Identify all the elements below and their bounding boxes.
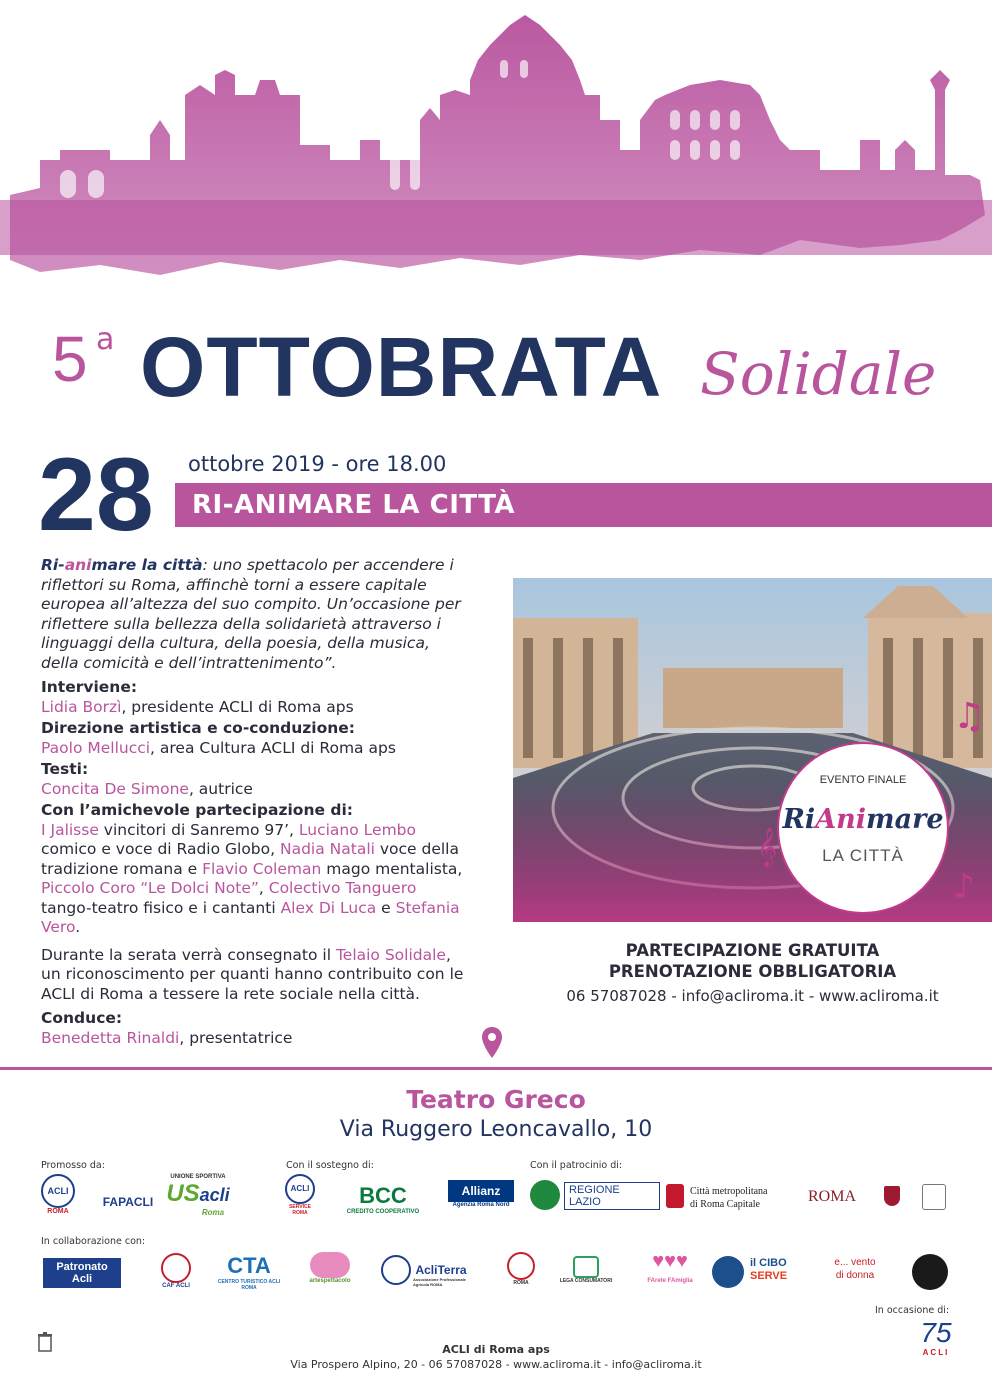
rome-skyline-illustration (0, 0, 992, 290)
acli-service-logo-text: ACLI (285, 1174, 315, 1204)
acli-service-logo-sub: SERVICE ROMA (289, 1204, 311, 1216)
badge-mare: mare (866, 804, 944, 835)
citta-metropolitana-crest-icon (666, 1184, 684, 1208)
allianz-logo-sub: Agenzia Roma Nord (452, 1202, 510, 1208)
roma-crest-icon (884, 1186, 900, 1206)
acliterra-sub: Associazione Professionale Agricola ROMA (413, 1277, 466, 1287)
cibo-globe-icon (712, 1256, 744, 1288)
interviene-label: Interviene: (41, 678, 138, 696)
promosso-label: Promosso da: (41, 1160, 105, 1171)
participation-info (513, 940, 992, 982)
patronato-acli-logo (43, 1258, 121, 1288)
regione-text: REGIONE (569, 1184, 620, 1196)
artespettacolo-logo (302, 1252, 358, 1284)
guest-desc: vincitori di Sanremo 97’, (98, 820, 299, 839)
caf-acli-text: CAF ACLI (162, 1283, 190, 1289)
badge-bottom: LA CITTÀ (822, 846, 904, 865)
allianz-logo-text: Allianz (448, 1180, 514, 1202)
telaio-solidale-name: Telaio Solidale (335, 945, 446, 964)
acli-roma-logo-text: ACLI (41, 1174, 75, 1208)
acli-75-text: ACLI (922, 1348, 950, 1357)
allianz-logo (448, 1180, 514, 1208)
sostegno-label: Con il sostegno di: (286, 1160, 374, 1171)
conduce-label: Conduce: (41, 1009, 123, 1027)
bcc-logo-text: BCC (359, 1183, 407, 1208)
acli-roma-logo-sub: ROMA (47, 1208, 69, 1215)
acli-colf-text: ROMA (513, 1280, 529, 1286)
fap-acli-logo: FAPACLI (102, 1195, 154, 1209)
acli-service-logo (284, 1174, 316, 1216)
us-acli-acli: acli (199, 1185, 230, 1205)
guest-desc: mago mentalista, (321, 859, 463, 878)
evento-line2: di donna (835, 1270, 875, 1281)
cibo-line1: il CIBO (750, 1257, 787, 1269)
badge-top: EVENTO FINALE (819, 774, 907, 786)
intro-lead-ri: Ri- (41, 556, 65, 574)
edition-superscript: a (96, 322, 115, 357)
citta-metropolitana-logo (690, 1185, 790, 1211)
citta-line1: Città metropolitana (690, 1186, 768, 1197)
interviene-role: , presidente ACLI di Roma aps (121, 697, 354, 716)
evento-di-donna-logo (808, 1256, 902, 1282)
music-note-icon: ♫ (953, 696, 986, 737)
event-title-script: Solidale (700, 340, 937, 408)
interviene-name: Lidia Borzì (41, 697, 122, 716)
guest-name: Nadia Natali (279, 840, 375, 858)
artespettacolo-text: artespettacolo (309, 1278, 351, 1284)
us-acli-roma: Roma (201, 1208, 225, 1217)
guest-desc: tango-teatro fisico e i cantanti (41, 898, 281, 917)
acliterra-logo (381, 1255, 481, 1287)
evento-line1: e... vento (834, 1257, 876, 1268)
venue-address: Via Ruggero Leoncavallo, 10 (339, 1117, 653, 1142)
contact-line: 06 57087028 - info@acliroma.it - www.acliroma.it (566, 987, 939, 1005)
footer-org: ACLI di Roma aps (442, 1343, 550, 1356)
booking-required: PRENOTAZIONE OBBLIGATORIA (608, 962, 897, 981)
location-pin-icon (481, 1026, 503, 1060)
guest-desc: , (258, 879, 269, 897)
caf-acli-logo (156, 1253, 196, 1289)
regione-lazio-logo (564, 1182, 660, 1210)
farete-famiglia-logo (642, 1250, 698, 1284)
farete-text: FArete FAmiglia (647, 1278, 693, 1284)
testi-label: Testi: (41, 760, 89, 778)
acli-roma-logo (38, 1174, 78, 1215)
guest-desc: e (376, 898, 396, 917)
cta-logo (214, 1253, 284, 1291)
guest-name: Luciano Lembo (298, 820, 416, 839)
partecipazione-label: Con l’amichevole partecipazione di: (41, 801, 353, 819)
intro-paragraph (41, 556, 461, 673)
us-acli-top: UNIONE SPORTIVA (170, 1174, 226, 1180)
cta-sub: CENTRO TURISTICO ACLI ROMA (217, 1279, 281, 1291)
bcc-logo (338, 1183, 428, 1215)
roma-capitale-logo: ROMA (807, 1188, 856, 1205)
acli-75-number: 75 (920, 1317, 952, 1348)
intro-lead-mare: mare (91, 556, 137, 574)
event-date-time: ottobre 2019 - ore 18.00 (188, 452, 447, 476)
venue-divider (0, 1067, 992, 1070)
guest-name: Alex Di Luca (280, 898, 377, 917)
lega-consumatori-logo (556, 1256, 616, 1284)
intro-lead-ani: ani (64, 556, 92, 574)
citta-line2: di Roma Capitale (690, 1199, 760, 1210)
occasione-label: In occasione di: (875, 1305, 950, 1316)
acliterra-text: AcliTerra (415, 1263, 467, 1277)
footer (0, 1342, 992, 1372)
direzione-name: Paolo Mellucci (41, 738, 151, 757)
direzione-role: , area Cultura ACLI di Roma aps (150, 738, 396, 757)
acli-colf-logo (506, 1252, 536, 1286)
lega-text: LEGA CONSUMATORI (559, 1278, 613, 1284)
cibo-line2: SERVE (750, 1270, 788, 1282)
family-icon: ♥♥♥ (652, 1250, 688, 1272)
patronato-line1: Patronato (56, 1261, 108, 1273)
event-title: OTTOBRATA (140, 320, 663, 414)
collaborazione-label: In collaborazione con: (41, 1236, 146, 1247)
lazio-text: LAZIO (569, 1196, 601, 1208)
serata-text (41, 946, 471, 1005)
guest-name: I Jalisse (41, 820, 99, 839)
patrocinio-label: Con il patrocinio di: (530, 1160, 623, 1171)
event-day: 28 (38, 437, 154, 553)
guest-name: Colectivo Tanguero (268, 879, 417, 897)
edition-number: 5 (52, 323, 88, 395)
badge-ri: Ri (782, 804, 816, 835)
serata-post: , un riconoscimento per quanti hanno contribuito con le ACLI di Roma a tessere la rete sociale nella città. (41, 945, 464, 1003)
treble-clef-icon: 𝄞 (757, 827, 778, 867)
guest-desc: comico e voce di Radio Globo, (41, 840, 280, 858)
guest-desc: . (75, 918, 81, 936)
footer-address: Via Prospero Alpino, 20 - 06 57087028 - www.acliroma.it - info@acliroma.it (290, 1358, 702, 1371)
black-circle-logo-icon (912, 1254, 948, 1290)
partecipazione-text (41, 821, 471, 938)
music-note-icon: ♪ (953, 867, 975, 907)
direzione-label: Direzione artistica e co-conduzione: (41, 719, 355, 737)
bcc-logo-sub: CREDITO COOPERATIVO (346, 1209, 420, 1215)
guest-name: Flavio Coleman (202, 859, 322, 878)
intro-text: : uno spettacolo per accendere i riflettori su Roma, affinchè torni a essere capitale europea all’altezza del suo compito. Un’occasione per riflettere sulla bellezza della solidarietà attraverso i linguaggi della cultura, della poesia, della musica, della comicità e dell’intrattenimento”. (41, 556, 461, 672)
cta-text: CTA (227, 1253, 271, 1278)
venue-name: Teatro Greco (406, 1085, 586, 1114)
us-acli-logo (163, 1174, 233, 1217)
guest-name: Stefania Vero (41, 898, 460, 936)
guest-name: Piccolo Coro “Le Dolci Note” (41, 879, 259, 897)
free-participation: PARTECIPAZIONE GRATUITA (625, 941, 880, 960)
credits-block (41, 678, 471, 1048)
il-cibo-serve-logo (750, 1257, 796, 1283)
guest-desc: voce della tradizione romana e (41, 840, 459, 878)
serata-pre: Durante la serata verrà consegnato il (41, 945, 336, 964)
vatican-crest-icon (922, 1184, 946, 1210)
conduce-name: Benedetta Rinaldi (41, 1028, 180, 1047)
intro-lead-citta: la città (136, 556, 203, 574)
event-subtitle: RI-ANIMARE LA CITTÀ (192, 490, 516, 520)
testi-name: Concita De Simone (41, 779, 189, 798)
us-acli-us: US (166, 1180, 200, 1207)
badge-ani: Ani (815, 804, 867, 835)
patronato-line2: Acli (71, 1273, 93, 1285)
campidoglio-photo (513, 578, 992, 922)
conduce-role: , presentatrice (179, 1028, 293, 1047)
testi-role: , autrice (188, 779, 253, 798)
regione-lazio-emblem-icon (530, 1180, 560, 1210)
svg-text:RiAnimare (781, 804, 943, 835)
